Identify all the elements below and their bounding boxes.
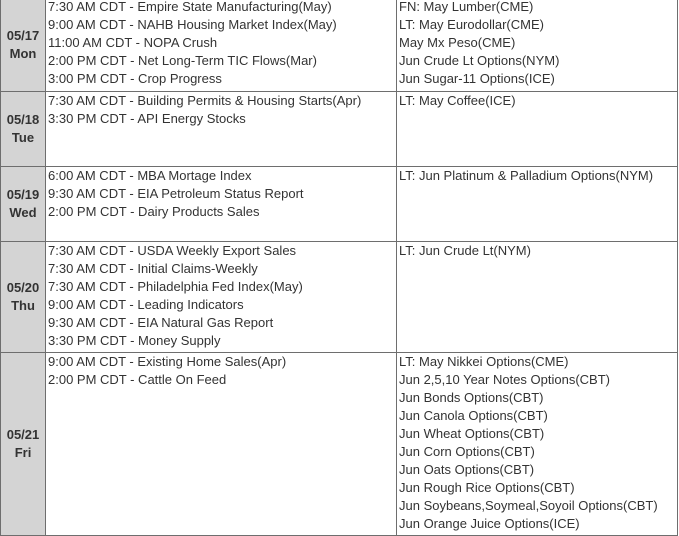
date-label: 05/20 xyxy=(6,280,40,295)
calendar-row xyxy=(1,242,678,353)
expiration-item: LT: Jun Platinum & Palladium Options(NYM) xyxy=(399,168,654,183)
event-item: 6:00 AM CDT - MBA Mortage Index xyxy=(48,168,252,183)
event-item: 9:00 AM CDT - NAHB Housing Market Index(May) xyxy=(48,17,337,32)
day-cell xyxy=(1,92,46,167)
expirations-cell xyxy=(397,167,678,242)
day-cell xyxy=(1,242,46,353)
expiration-item: Jun Wheat Options(CBT) xyxy=(399,426,545,441)
event-item: 9:00 AM CDT - Leading Indicators xyxy=(48,297,244,312)
event-item: 7:30 AM CDT - Philadelphia Fed Index(May) xyxy=(48,279,303,294)
expiration-item: FN: May Lumber(CME) xyxy=(399,0,534,14)
expiration-item: Jun Canola Options(CBT) xyxy=(399,408,548,423)
event-item: 7:30 AM CDT - Initial Claims-Weekly xyxy=(48,261,258,276)
event-item: 2:00 PM CDT - Net Long-Term TIC Flows(Mar) xyxy=(48,53,317,68)
event-item: 2:00 PM CDT - Dairy Products Sales xyxy=(48,204,260,219)
expiration-item: Jun Rough Rice Options(CBT) xyxy=(399,480,575,495)
event-item: 11:00 AM CDT - NOPA Crush xyxy=(48,35,218,50)
calendar-row xyxy=(1,167,678,242)
expirations-cell xyxy=(397,353,678,536)
expirations-cell xyxy=(397,242,678,353)
weekday-label: Thu xyxy=(11,298,35,313)
expiration-item: Jun Crude Lt Options(NYM) xyxy=(399,53,560,68)
day-cell xyxy=(1,167,46,242)
event-item: 9:30 AM CDT - EIA Natural Gas Report xyxy=(48,315,274,330)
expiration-item: LT: Jun Crude Lt(NYM) xyxy=(399,243,531,258)
date-label: 05/18 xyxy=(6,112,40,127)
expiration-item: Jun Corn Options(CBT) xyxy=(399,444,535,459)
calendar-row xyxy=(1,353,678,536)
event-item: 2:00 PM CDT - Cattle On Feed xyxy=(48,372,227,387)
date-label: 05/19 xyxy=(6,187,40,202)
date-label: 05/17 xyxy=(6,27,40,43)
weekday-label: Wed xyxy=(9,205,37,220)
expiration-item: Jun Orange Juice Options(ICE) xyxy=(399,516,580,531)
expiration-item: Jun 2,5,10 Year Notes Options(CBT) xyxy=(399,372,611,387)
day-cell xyxy=(1,353,46,536)
expiration-item: LT: May Eurodollar(CME) xyxy=(399,17,544,32)
event-item: 3:30 PM CDT - Money Supply xyxy=(48,333,221,348)
calendar-row xyxy=(1,92,678,167)
event-item: 3:00 PM CDT - Crop Progress xyxy=(48,71,222,86)
expiration-item: Jun Sugar-11 Options(ICE) xyxy=(399,71,555,86)
expiration-item: LT: May Coffee(ICE) xyxy=(399,93,516,108)
event-item: 7:30 AM CDT - Empire State Manufacturing(May) xyxy=(48,0,332,14)
events-cell xyxy=(46,92,397,167)
expirations-cell xyxy=(397,92,678,167)
expirations-cell xyxy=(397,0,678,92)
event-item: 7:30 AM CDT - USDA Weekly Export Sales xyxy=(48,243,297,258)
event-item: 3:30 PM CDT - API Energy Stocks xyxy=(48,111,246,126)
events-cell xyxy=(46,242,397,353)
day-cell xyxy=(1,0,46,92)
event-item: 9:00 AM CDT - Existing Home Sales(Apr) xyxy=(48,354,287,369)
expiration-item: Jun Soybeans,Soymeal,Soyoil Options(CBT) xyxy=(399,498,658,513)
calendar-row xyxy=(1,0,678,92)
event-item: 7:30 AM CDT - Building Permits & Housing Starts(Apr) xyxy=(48,93,362,108)
events-cell xyxy=(46,0,397,92)
expiration-item: Jun Bonds Options(CBT) xyxy=(399,390,544,405)
events-cell xyxy=(46,167,397,242)
events-cell xyxy=(46,353,397,536)
expiration-item: LT: May Nikkei Options(CME) xyxy=(399,354,569,369)
expiration-item: May Mx Peso(CME) xyxy=(399,35,516,50)
weekday-label: Mon xyxy=(9,45,37,61)
expiration-item: Jun Oats Options(CBT) xyxy=(399,462,535,477)
event-item: 9:30 AM CDT - EIA Petroleum Status Report xyxy=(48,186,304,201)
date-label: 05/21 xyxy=(6,427,40,442)
weekday-label: Tue xyxy=(11,130,35,145)
weekday-label: Fri xyxy=(14,445,32,460)
